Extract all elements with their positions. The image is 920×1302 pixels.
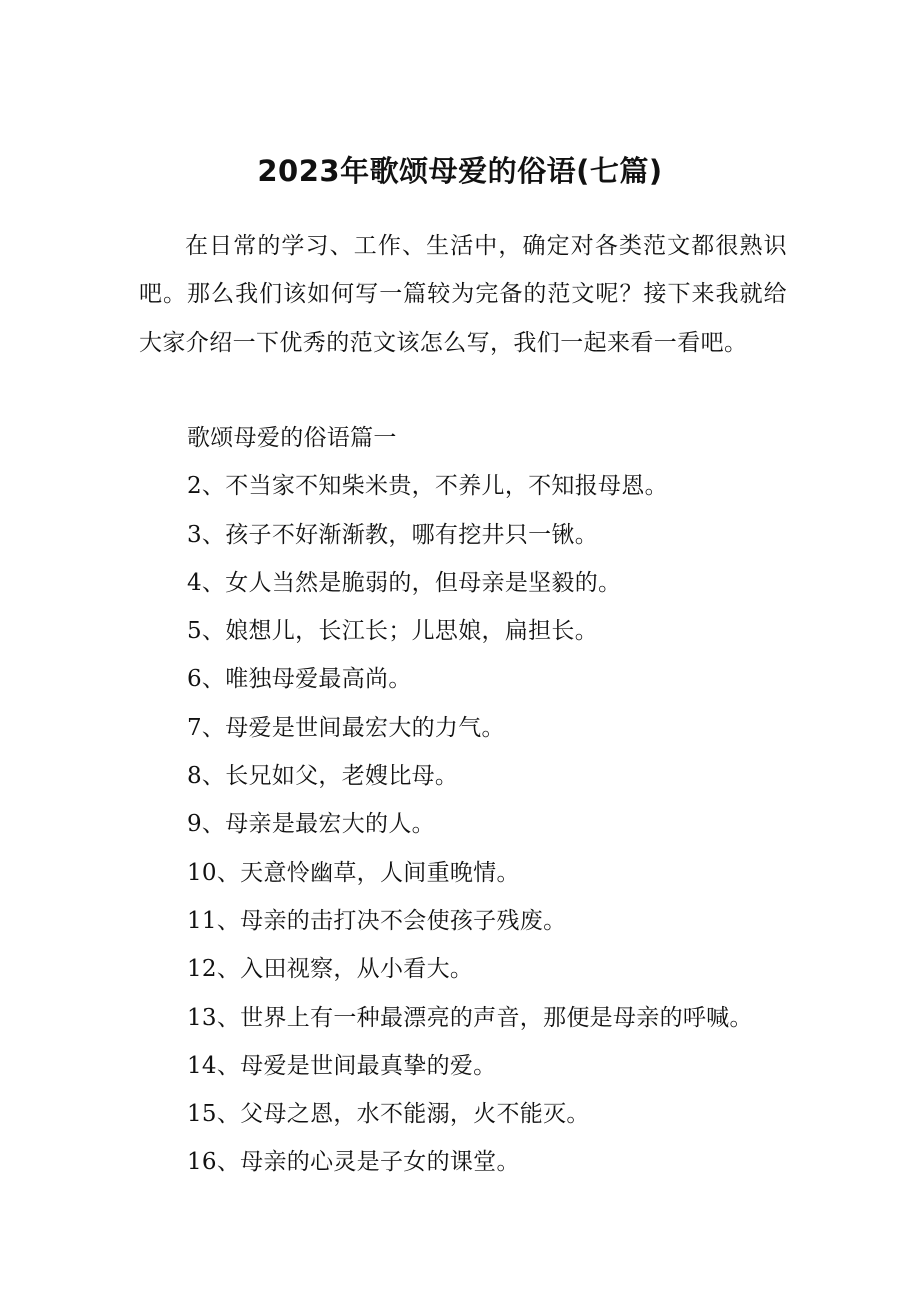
proverb-item: 2、不当家不知柴米贵，不养儿，不知报母恩。 — [187, 473, 668, 500]
proverb-item: 11、母亲的击打决不会使孩子残废。 — [187, 907, 567, 934]
proverb-item: 14、母爱是世间最真挚的爱。 — [187, 1052, 497, 1079]
proverb-item: 5、娘想儿，长江长；儿思娘，扁担长。 — [187, 618, 599, 645]
proverb-item: 7、母爱是世间最宏大的力气。 — [187, 714, 505, 741]
intro-paragraph: 在日常的学习、工作、生活中，确定对各类范文都很熟识吧。那么我们该如何写一篇较为完备的范文呢？接下来我就给大家介绍一下优秀的范文该怎么写，我们一起来看一看吧。 — [139, 233, 787, 356]
section-heading: 歌颂母爱的俗语篇一 — [187, 425, 397, 451]
proverb-item: 15、父母之恩，水不能溺，火不能灭。 — [187, 1101, 590, 1128]
proverb-item: 8、长兄如父，老嫂比母。 — [187, 763, 459, 790]
proverb-item: 3、孩子不好渐渐教，哪有挖井只一锹。 — [187, 521, 599, 548]
proverb-item: 10、天意怜幽草，人间重晚情。 — [187, 859, 520, 886]
proverb-item: 6、唯独母爱最高尚。 — [187, 666, 412, 693]
proverb-item: 4、女人当然是脆弱的，但母亲是坚毅的。 — [187, 569, 622, 596]
proverb-item: 13、世界上有一种最漂亮的声音，那便是母亲的呼喊。 — [187, 1004, 753, 1031]
proverb-item: 12、入田视察，从小看大。 — [187, 956, 474, 983]
document-title: 2023年歌颂母爱的俗语(七篇) — [257, 154, 663, 188]
proverb-item: 16、母亲的心灵是子女的课堂。 — [187, 1149, 520, 1176]
proverb-item: 9、母亲是最宏大的人。 — [187, 811, 435, 838]
proverb-list — [187, 414, 807, 1187]
